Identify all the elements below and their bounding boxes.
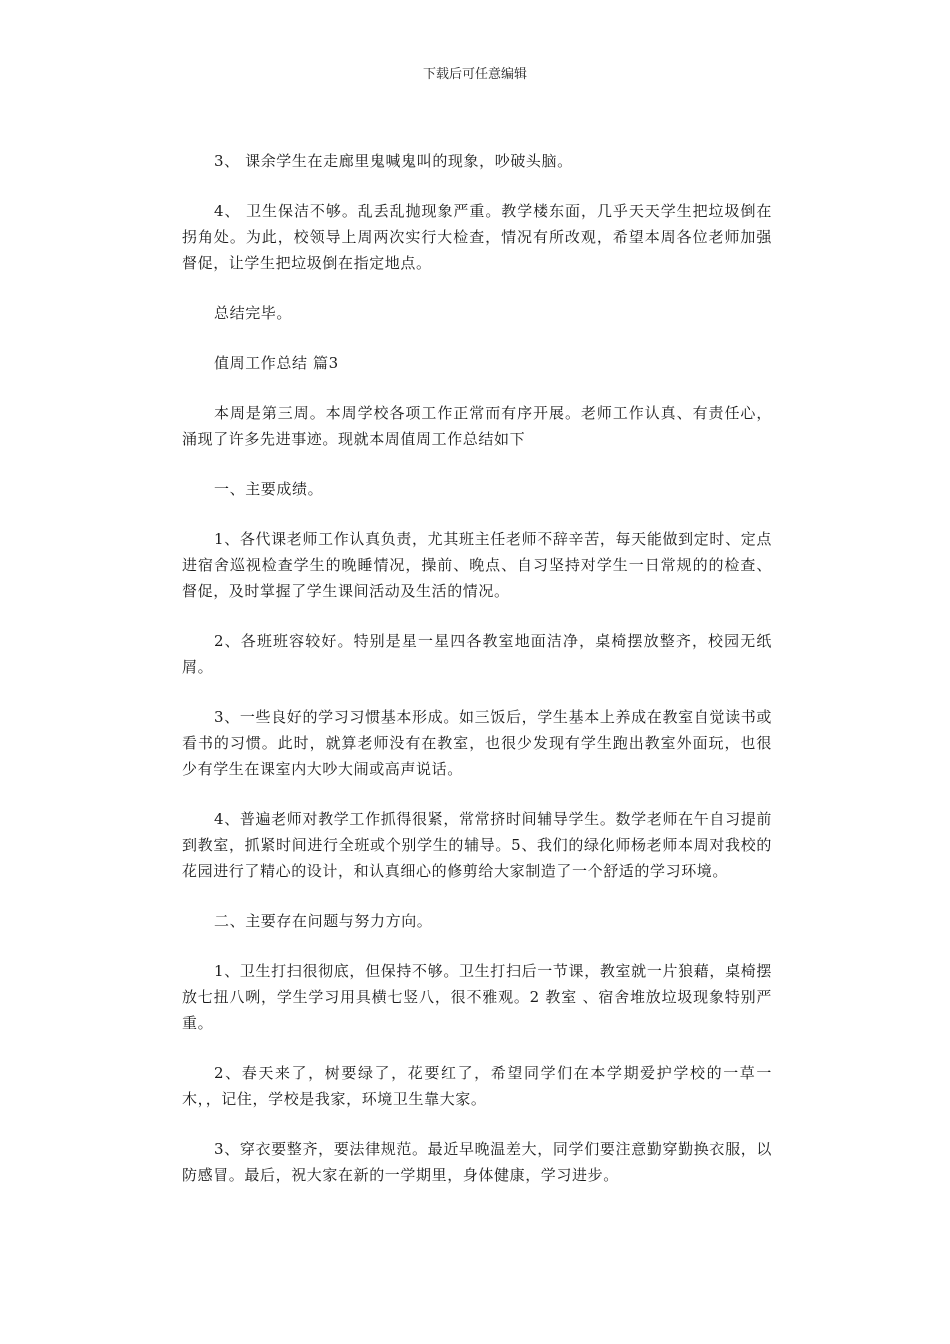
- paragraph: 3、一些良好的学习习惯基本形成。如三饭后，学生基本上养成在教室自觉读书或看书的习惯。此时，就算老师没有在教室，也很少发现有学生跑出教室外面玩，也很少有学生在课室内大吵大闹或高声说话。: [182, 708, 772, 778]
- paragraph: 总结完毕。: [214, 304, 293, 322]
- section-heading: 一、主要成绩。: [214, 480, 324, 498]
- paragraph: 4、普遍老师对教学工作抓得很紧，常常挤时间辅导学生。数学老师在午自习提前到教室，抓紧时间进行全班或个别学生的辅导。5、我们的绿化师杨老师本周对我校的花园进行了精心的设计，和认真细心的修剪给大家制造了一个舒适的学习环境。: [182, 810, 772, 880]
- paragraph: 2、春天来了，树要绿了，花要红了，希望同学们在本学期爱护学校的一草一木，，记住，学校是我家，环境卫生靠大家。: [182, 1064, 772, 1108]
- header-note: 下载后可任意编辑: [422, 67, 527, 82]
- paragraph: 1、卫生打扫很彻底，但保持不够。卫生打扫后一节课，教室就一片狼藉，桌椅摆放七扭八咧，学生学习用具横七竖八，很不雅观。2 教室 、宿舍堆放垃圾现象特别严重。: [182, 962, 772, 1032]
- paragraph: 4、 卫生保洁不够。乱丢乱抛现象严重。教学楼东面，几乎天天学生把垃圾倒在拐角处。为此，校领导上周两次实行大检查，情况有所改观，希望本周各位老师加强督促，让学生把垃圾倒在指定地点。: [182, 202, 772, 272]
- section-title: 值周工作总结 篇3: [214, 354, 339, 372]
- paragraph: 3、穿衣要整齐，要法律规范。最近早晚温差大，同学们要注意勤穿勤换衣服，以防感冒。最后，祝大家在新的一学期里，身体健康，学习进步。: [182, 1140, 772, 1184]
- paragraph: 本周是第三周。本周学校各项工作正常而有序开展。老师工作认真、有责任心，涌现了许多先进事迹。现就本周值周工作总结如下: [182, 404, 772, 448]
- paragraph: 3、 课余学生在走廊里鬼喊鬼叫的现象，吵破头脑。: [214, 152, 573, 170]
- section-heading: 二、主要存在问题与努力方向。: [214, 912, 433, 930]
- paragraph: 2、各班班容较好。特别是星一星四各教室地面洁净，桌椅摆放整齐，校园无纸屑。: [182, 632, 772, 676]
- paragraph: 1、各代课老师工作认真负责，尤其班主任老师不辞辛苦，每天能做到定时、定点进宿舍巡视检查学生的晚睡情况，操前、晚点、自习坚持对学生一日常规的的检查、督促，及时掌握了学生课间活动及生活的情况。: [182, 530, 772, 600]
- document-body: [182, 148, 772, 1212]
